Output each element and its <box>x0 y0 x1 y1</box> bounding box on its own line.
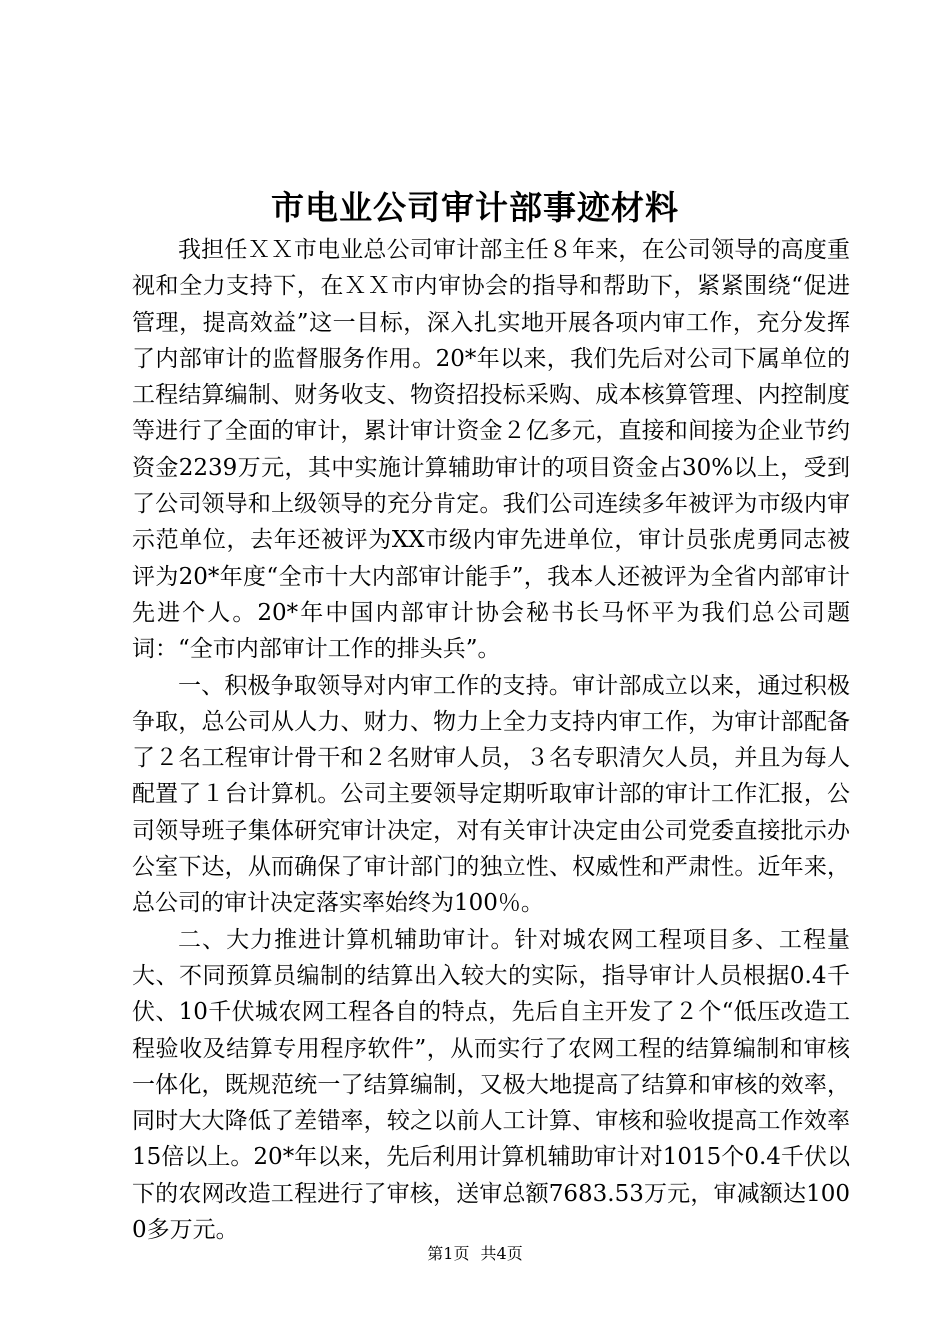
page-footer <box>0 1243 950 1265</box>
document-title: 市电业公司审计部事迹材料 <box>271 188 679 227</box>
page-number: 第1页 <box>427 1244 470 1263</box>
page-total: 共4页 <box>480 1244 523 1263</box>
paragraph-section-1: 一、积极争取领导对内审工作的支持。审计部成立以来，通过积极争取，总公司从人力、财力、物力上全力支持内审工作，为审计部配备了２名工程审计骨干和２名财审人员，３名专职清欠人员，并且为每人配置了１台计算机。公司主要领导定期听取审计部的审计工作汇报，公司领导班子集体研究审计决定，对有关审计决定由公司党委直接批示办公室下达，从而确保了审计部门的独立性、权威性和严肃性。近年来，总公司的审计决定落实率始终为100％。 <box>132 672 850 917</box>
document-body <box>132 232 850 1248</box>
paragraph-section-2: 二、大力推进计算机辅助审计。针对城农网工程项目多、工程量大、不同预算员编制的结算出入较大的实际，指导审计人员根据0.4千伏、10千伏城农网工程各自的特点，先后自主开发了２个“低压改造工程验收及结算专用程序软件”，从而实行了农网工程的结算编制和审核一体化，既规范统一了结算编制，又极大地提高了结算和审核的效率，同时大大降低了差错率，较之以前人工计算、审核和验收提高工作效率15倍以上。20*年以来，先后利用计算机辅助审计对1015个0.4千伏以下的农网改造工程进行了审核，送审总额7683.53万元，审减额达1000多万元。 <box>132 926 850 1244</box>
paragraph-intro: 我担任ＸＸ市电业总公司审计部主任８年来，在公司领导的高度重视和全力支持下，在ＸＸ市内审协会的指导和帮助下，紧紧围绕“促进管理，提高效益”这一目标，深入扎实地开展各项内审工作，充分发挥了内部审计的监督服务作用。20*年以来，我们先后对公司下属单位的工程结算编制、财务收支、物资招投标采购、成本核算管理、内控制度等进行了全面的审计，累计审计资金２亿多元，直接和间接为企业节约资金2239万元，其中实施计算辅助审计的项目资金占30%以上，受到了公司领导和上级领导的充分肯定。我们公司连续多年被评为市级内审示范单位，去年还被评为XX市级内审先进单位，审计员张虎勇同志被评为20*年度“全市十大内部审计能手”，我本人还被评为全省内部审计先进个人。20*年中国内部审计协会秘书长马怀平为我们总公司题词：“全市内部审计工作的排头兵”。 <box>132 237 850 663</box>
